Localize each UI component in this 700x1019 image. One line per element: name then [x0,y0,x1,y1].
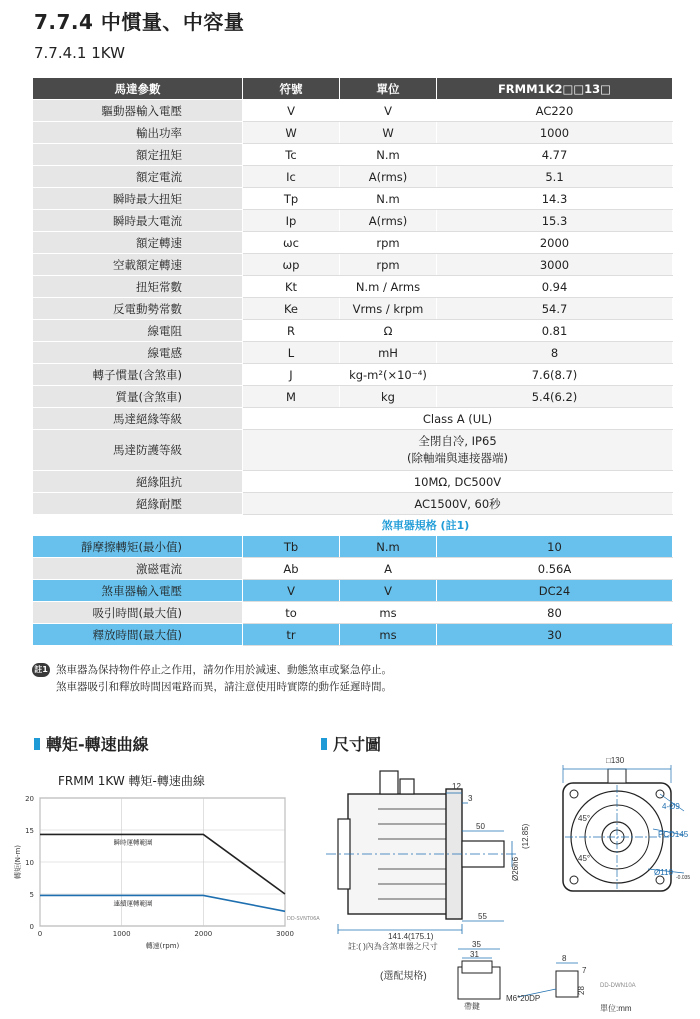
table-header-cell: 單位 [340,78,437,100]
svg-text:45°: 45° [578,854,591,863]
table-cell: AC220 [437,100,673,122]
torque-section-heading: 轉矩-轉速曲線 [34,732,149,755]
table-cell: A [340,558,437,580]
series-label: 瞬時運轉範圍 [113,838,153,847]
table-cell: rpm [340,254,437,276]
table-row [33,342,673,364]
table-cell: rpm [340,232,437,254]
note-line-2: 煞車器吸引和釋放時間因電路而異，請注意使用時實際的動作延遲時間。 [56,681,392,693]
table-cell: 80 [437,602,673,624]
table-cell: 54.7 [437,298,673,320]
dim-holes: 4-Ø9 [662,802,680,811]
key-label: 帶鍵 [464,1002,480,1011]
svg-text:55: 55 [478,912,487,921]
dim-note: 註:( )內為含煞車器之尺寸 [348,942,438,951]
x-tick-label: 1000 [112,930,131,938]
table-cell: 5.4(6.2) [437,386,673,408]
dim-shaft-dia: Ø26h6 [511,856,520,881]
table-cell: 額定扭矩 [33,144,243,166]
chart-title: FRMM 1KW 轉矩-轉速曲線 [58,774,205,788]
table-cell: to [243,602,340,624]
table-cell: Ic [243,166,340,188]
brake-row [33,624,673,646]
y-axis-label: 轉矩(N-m) [14,844,22,880]
option-label: (選配規格) [380,971,427,982]
table-cell: Ab [243,558,340,580]
x-axis-label: 轉速(rpm) [145,942,180,950]
table-cell: AC1500V, 60秒 [243,493,673,515]
table-cell: 絕緣耐壓 [33,493,243,515]
table-cell: 靜摩擦轉矩(最小值) [33,536,243,558]
encoder-connector [380,771,398,794]
table-cell: 30 [437,624,673,646]
table-row [33,320,673,342]
table-cell: Ω [340,320,437,342]
table-cell: 絕緣阻抗 [33,471,243,493]
y-tick-label: 15 [25,827,34,835]
subsection-title: 7.7.4.1 1KW [34,44,125,62]
torque-speed-chart [10,792,320,962]
table-cell: W [340,122,437,144]
svg-text:3: 3 [468,794,473,803]
table-cell: L [243,342,340,364]
dimension-drawing [318,749,698,1019]
brake-title: 煞車器規格 (註1) [33,515,673,536]
table-row [33,493,673,515]
table-cell: 0.81 [437,320,673,342]
dim-length: 141.4(175.1) [388,932,434,941]
table-row [33,232,673,254]
table-header-row [33,78,673,100]
dim-spigot: Ø110 [654,868,673,877]
table-cell: ωc [243,232,340,254]
table-cell: Vrms / krpm [340,298,437,320]
table-cell: 扭矩常數 [33,276,243,298]
table-cell: 全閉自冷, IP65 (除軸端與連接器端) [243,430,673,471]
table-cell: 釋放時間(最大值) [33,624,243,646]
table-cell: Kt [243,276,340,298]
svg-text:(12.85): (12.85) [521,823,530,849]
table-cell: N.m [340,536,437,558]
power-connector [400,779,414,794]
table-cell: Tc [243,144,340,166]
table-row [33,298,673,320]
section-title: 7.7.4 中慣量、中容量 [34,10,245,34]
unit-label: 單位:mm [600,1004,632,1013]
brake-row [33,602,673,624]
table-row [33,430,673,471]
table-row [33,100,673,122]
table-cell: V [340,580,437,602]
table-cell: Ip [243,210,340,232]
table-cell: DC24 [437,580,673,602]
svg-text:7: 7 [582,966,587,975]
table-cell: N.m [340,188,437,210]
brake-row [33,558,673,580]
table-cell: 輸出功率 [33,122,243,144]
table-row [33,144,673,166]
x-tick-label: 3000 [276,930,294,938]
y-tick-label: 0 [29,923,34,931]
table-cell: 馬達絕緣等級 [33,408,243,430]
table-header-cell: 符號 [243,78,340,100]
y-tick-label: 10 [25,859,34,867]
table-cell: 7.6(8.7) [437,364,673,386]
brake-row [33,580,673,602]
svg-text:DD-DWN10A: DD-DWN10A [600,983,636,989]
table-cell: mH [340,342,437,364]
table-cell: 反電動勢常數 [33,298,243,320]
table-cell: 空載額定轉速 [33,254,243,276]
note-line-1: 煞車器為保持物件停止之作用，請勿作用於減速、動態煞車或緊急停止。 [56,664,392,676]
table-row [33,210,673,232]
table-cell: A(rms) [340,166,437,188]
table-cell: 轉子慣量(含煞車) [33,364,243,386]
motor-spec-table [32,77,673,646]
brake-title-row [33,515,673,536]
table-cell: N.m [340,144,437,166]
table-row [33,166,673,188]
table-cell: 4.77 [437,144,673,166]
thread-label: M6*20DP [506,994,541,1003]
dim-square: □130 [606,756,625,765]
table-cell: 額定轉速 [33,232,243,254]
table-cell: W [243,122,340,144]
table-header-cell: 馬達參數 [33,78,243,100]
table-cell: 15.3 [437,210,673,232]
brake-row [33,536,673,558]
dimension-section-heading: 尺寸圖 [321,732,381,755]
table-cell: 馬達防護等級 [33,430,243,471]
table-cell: V [340,100,437,122]
chart-code: DD-SVNT06A [287,916,320,922]
svg-text:-0.035: -0.035 [676,875,691,881]
table-cell: 線電感 [33,342,243,364]
table-cell: J [243,364,340,386]
table-cell: kg-m²(×10⁻⁴) [340,364,437,386]
x-tick-label: 2000 [194,930,213,938]
table-cell: 瞬時最大扭矩 [33,188,243,210]
table-cell: 1000 [437,122,673,144]
table-cell: 5.1 [437,166,673,188]
table-row [33,408,673,430]
table-cell: Class A (UL) [243,408,673,430]
svg-text:45°: 45° [578,814,591,823]
table-cell: Tp [243,188,340,210]
svg-text:12: 12 [452,782,461,791]
table-row [33,276,673,298]
table-cell: V [243,580,340,602]
table-row [33,364,673,386]
table-cell: 瞬時最大電流 [33,210,243,232]
table-cell: ωp [243,254,340,276]
table-cell: 質量(含煞車) [33,386,243,408]
table-cell: tr [243,624,340,646]
table-cell: A(rms) [340,210,437,232]
table-cell: 線電阻 [33,320,243,342]
table-header-cell: FRMM1K2□□13□ [437,78,673,100]
table-cell: 10 [437,536,673,558]
table-cell: 煞車器輸入電壓 [33,580,243,602]
y-tick-label: 20 [25,795,34,803]
table-cell: 0.94 [437,276,673,298]
dim-pcd: PCD145 [658,830,689,839]
note-badge: 註1 [32,663,50,677]
brake-note [32,662,392,696]
table-cell: ms [340,602,437,624]
table-cell: R [243,320,340,342]
svg-text:28: 28 [577,986,586,995]
svg-text:35: 35 [472,940,481,949]
series-label: 連續運轉範圍 [113,899,153,908]
table-cell: 激磁電流 [33,558,243,580]
table-cell: M [243,386,340,408]
table-cell: 10MΩ, DC500V [243,471,673,493]
table-cell: Ke [243,298,340,320]
table-cell: 驅動器輸入電壓 [33,100,243,122]
table-row [33,471,673,493]
table-cell: kg [340,386,437,408]
table-cell: V [243,100,340,122]
table-cell: 3000 [437,254,673,276]
table-row [33,122,673,144]
svg-text:8: 8 [562,954,567,963]
table-cell: 額定電流 [33,166,243,188]
table-cell: N.m / Arms [340,276,437,298]
svg-text:50: 50 [476,822,485,831]
svg-text:31: 31 [470,950,479,959]
table-row [33,188,673,210]
y-tick-label: 5 [29,891,34,899]
table-cell: 2000 [437,232,673,254]
table-cell: 吸引時間(最大值) [33,602,243,624]
table-cell: Tb [243,536,340,558]
x-tick-label: 0 [37,930,43,938]
table-cell: 0.56A [437,558,673,580]
table-cell: 8 [437,342,673,364]
table-cell: 14.3 [437,188,673,210]
table-row [33,254,673,276]
table-row [33,386,673,408]
table-cell: ms [340,624,437,646]
